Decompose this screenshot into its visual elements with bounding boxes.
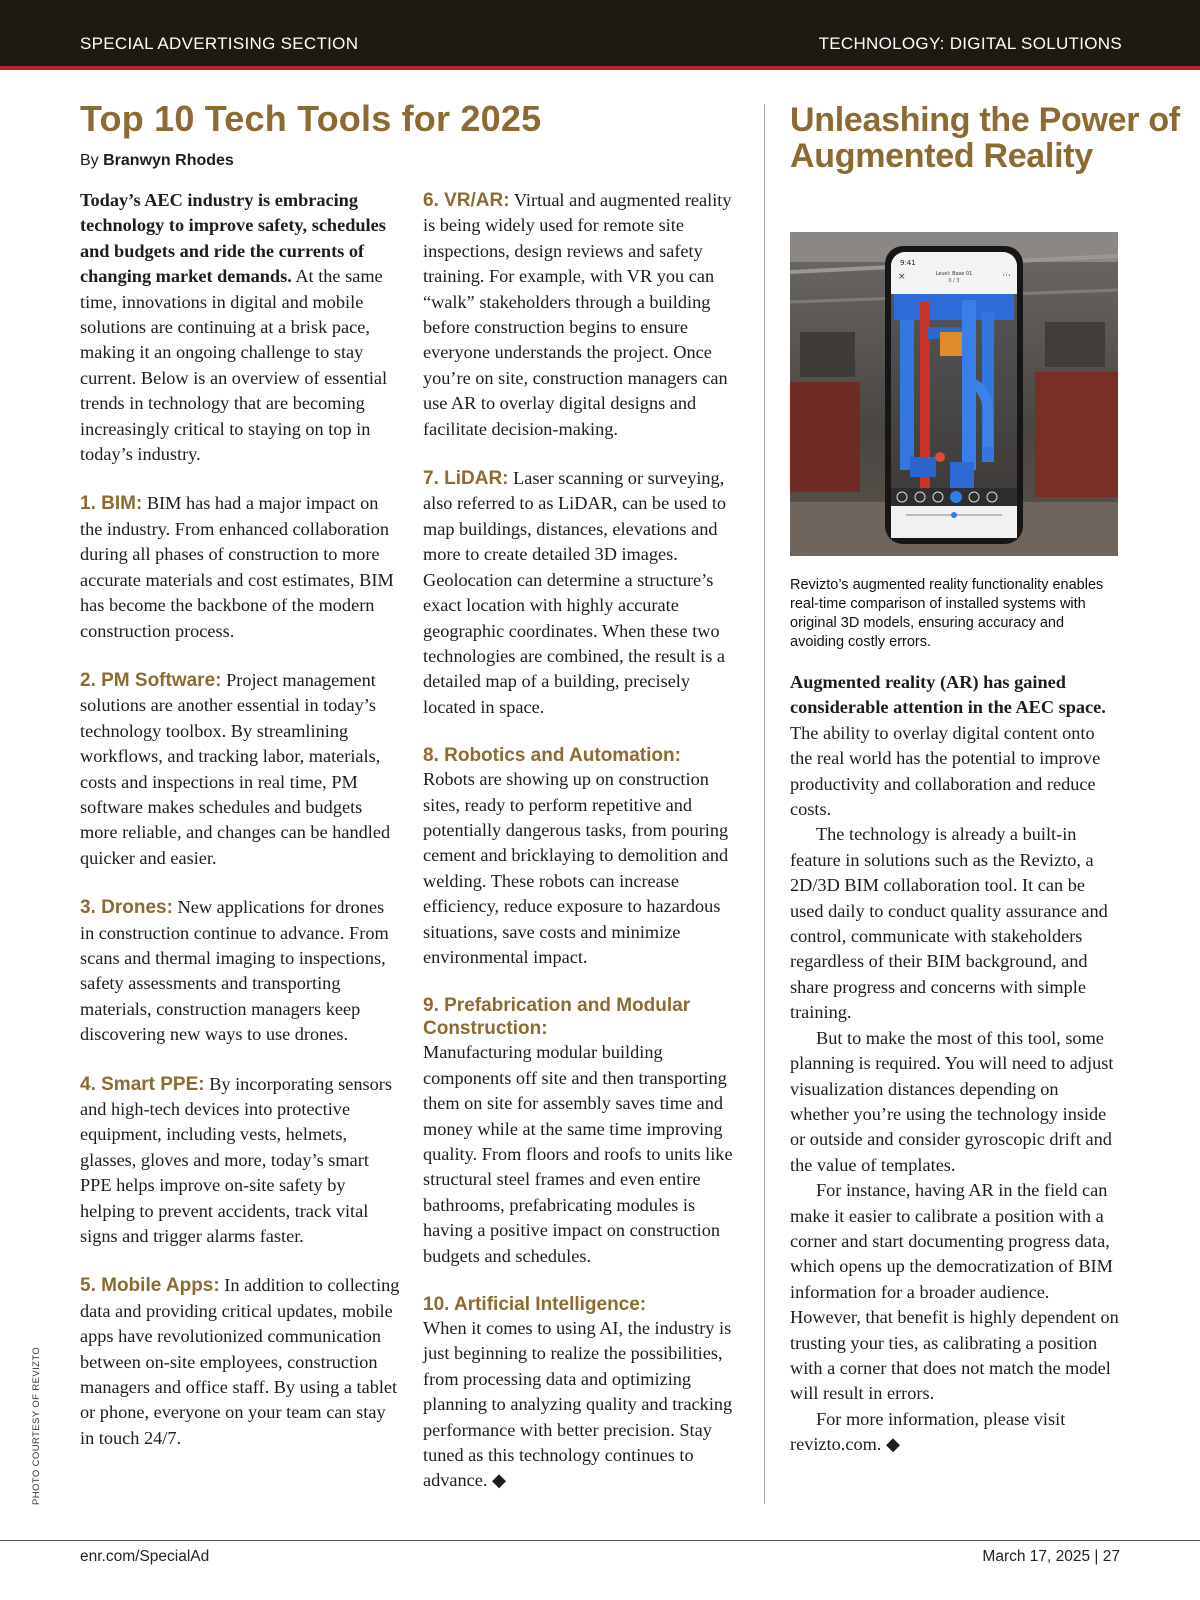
intro-lead: Today’s AEC industry is embracing technology to improve safety, schedules and budgets and ride the currents of changing market demands. bbox=[80, 190, 386, 287]
photo-credit: PHOTO COURTESY OF REVIZTO bbox=[31, 1346, 42, 1505]
item-body: Robots are showing up on construction sites, ready to perform repetitive and potentially dangerous tasks, from pouring cement and bricklaying to demolition and welding. These robots can increase efficiency, reduce exposure to hazardous situations, save costs and minimize environmental impact. bbox=[423, 769, 729, 967]
item-prefabrication bbox=[423, 994, 743, 1269]
column-divider bbox=[764, 104, 765, 1504]
sidebar-paragraph-3: But to make the most of this tool, some planning is required. You will need to adjust visualization distances depending on whether you’re using the technology inside or outside and consider gyroscopic drift and the value of templates. bbox=[790, 1027, 1114, 1175]
item-body: In addition to collecting data and providing critical updates, mobile apps have revolutionized communication between on-site employees, construction managers and office staff. By using a tablet or phone, everyone on your team can stay in touch 24/7. bbox=[80, 1275, 400, 1448]
item-body: Manufacturing modular building components off site and then transporting them on site for assembly saves time and money while at the same time improving quality. From floors and roofs to units like structural steel frames and even entire bathrooms, prefabricating modules is having a positive impact on construction budgets and schedules. bbox=[423, 1042, 733, 1266]
category-label: TECHNOLOGY: DIGITAL SOLUTIONS bbox=[818, 34, 1122, 53]
item-bim bbox=[80, 491, 400, 643]
phone-close-icon: × bbox=[898, 272, 906, 282]
phone-level: Level: Base 01 bbox=[935, 271, 973, 277]
header-bar bbox=[0, 0, 1200, 70]
footer-url[interactable]: enr.com/SpecialAd bbox=[80, 1548, 210, 1565]
item-heading: 4. Smart PPE: bbox=[80, 1073, 205, 1095]
item-heading: 8. Robotics and Automation: bbox=[423, 745, 681, 767]
footer-rule bbox=[0, 1540, 1200, 1541]
item-heading: 2. PM Software: bbox=[80, 669, 222, 691]
eye-icon bbox=[950, 491, 962, 503]
item-body: Laser scanning or surveying, also referred to as LiDAR, can be used to map buildings, distances, elevations and more to create detailed 3D images. Geolocation can determine a structure’s exact location with highly accurate geographic coordinates. When these two technologies are combined, the result is a detailed map of a building, precisely located in space. bbox=[423, 468, 727, 717]
phone-time: 9:41 bbox=[900, 259, 916, 267]
byline bbox=[80, 152, 234, 170]
item-heading: 7. LiDAR: bbox=[423, 468, 509, 490]
sidebar-paragraph-5: For more information, please visit revizto.com. ◆ bbox=[790, 1408, 1066, 1455]
phone-more-icon: ⋯ bbox=[1002, 271, 1011, 281]
photo-caption: Revizto’s augmented reality functionality enables real-time comparison of installed systems with original 3D models, ensuring accuracy and avoiding costly errors. bbox=[790, 577, 1104, 650]
article-column-2 bbox=[423, 188, 743, 1518]
item-drones bbox=[80, 895, 400, 1047]
item-body: By incorporating sensors and high-tech devices into protective equipment, including vests, helmets, glasses, gloves and more, today’s smart PPE helps improve on-site safety by helping to prevent accidents, track vital signs and trigger alarms faster. bbox=[80, 1073, 392, 1247]
article-title: Top 10 Tech Tools for 2025 bbox=[80, 98, 542, 139]
item-smart-ppe bbox=[80, 1072, 400, 1250]
item-heading: 3. Drones: bbox=[80, 897, 173, 919]
intro-paragraph bbox=[80, 188, 400, 467]
item-heading: 9. Prefabrication and Modular Construction: bbox=[423, 995, 691, 1040]
footer-date-page: March 17, 2025 | 27 bbox=[982, 1548, 1120, 1565]
ar-photo bbox=[790, 232, 1118, 556]
sidebar-paragraph-1 bbox=[790, 670, 1120, 822]
byline-prefix: By bbox=[80, 152, 99, 169]
item-vr-ar bbox=[423, 188, 743, 442]
sidebar-body bbox=[790, 670, 1120, 1458]
item-ai bbox=[423, 1293, 743, 1494]
sidebar-paragraph-2: The technology is already a built-in feature in solutions such as the Revizto, a 2D/3D BIM collaboration tool. It can be used daily to conduct quality assurance and control, communicate with stakeholders regardless of their BIM background, and share progress and concerns with simple training. bbox=[790, 824, 1108, 1023]
item-body: Project management solutions are another essential in today’s technology toolbox. By streamlining workflows, and tracking labor, materials, costs and inspections in real time, PM software makes schedules and budgets more reliable, and changes can be handled quicker and easier. bbox=[80, 669, 391, 868]
item-heading: 10. Artificial Intelligence: bbox=[423, 1294, 647, 1316]
item-heading: 5. Mobile Apps: bbox=[80, 1275, 220, 1297]
ar-photo-illustration bbox=[790, 232, 1118, 556]
item-body: Virtual and augmented reality is being widely used for remote site inspections, design reviews and safety training. For example, with VR you can “walk” stakeholders through a building before construction begins to ensure everyone understands the project. Once you’re on site, construction managers can use AR to overlay digital designs and facilitate decision-making. bbox=[423, 190, 732, 439]
article-column-1 bbox=[80, 188, 400, 1475]
item-pm-software bbox=[80, 668, 400, 871]
sidebar-title: Unleashing the Power of Augmented Reality bbox=[790, 101, 1180, 175]
author-name: Branwyn Rhodes bbox=[103, 152, 234, 169]
item-body: BIM has had a major impact on the industry. From enhanced collaboration during all phases of construction to more accurate materials and cost estimates, BIM has become the backbone of the modern construction process. bbox=[80, 493, 394, 641]
item-lidar bbox=[423, 466, 743, 720]
section-label: SPECIAL ADVERTISING SECTION bbox=[80, 34, 359, 53]
item-body: New applications for drones in construction continue to advance. From scans and thermal imaging to inspections, safety assessments and transporting materials, construction managers keep discovering new ways to use drones. bbox=[80, 897, 389, 1045]
phone-sublabel: 0 / 3 bbox=[948, 278, 960, 284]
sidebar-p1-body: The ability to overlay digital content onto the real world has the potential to improve productivity and collaboration and reduce costs. bbox=[790, 722, 1101, 820]
item-mobile-apps bbox=[80, 1273, 400, 1451]
intro-body: At the same time, innovations in digital and mobile solutions are continuing at a brisk pace, making it an ongoing challenge to stay current. Below is an overview of essential trends in technology that are becoming increasingly critical to staying on top in today’s industry. bbox=[80, 266, 388, 465]
item-body: When it comes to using AI, the industry is just beginning to realize the possibilities, from processing data and optimizing planning to analyzing quality and tracking performance with better precision. Stay tuned as this technology continues to advance. ◆ bbox=[423, 1318, 733, 1491]
sidebar-lead: Augmented reality (AR) has gained considerable attention in the AEC space. bbox=[790, 672, 1106, 718]
item-heading: 6. VR/AR: bbox=[423, 190, 510, 211]
item-robotics bbox=[423, 744, 743, 970]
sidebar-paragraph-4: For instance, having AR in the field can make it easier to calibrate a position with a corner and start documenting progress data, which opens up the democratization of BIM information for a broader audience. However, that benefit is highly dependent on trusting your ties, as calibrating a position with a corner that does not match the model will result in errors. bbox=[790, 1180, 1119, 1404]
item-heading: 1. BIM: bbox=[80, 493, 143, 515]
